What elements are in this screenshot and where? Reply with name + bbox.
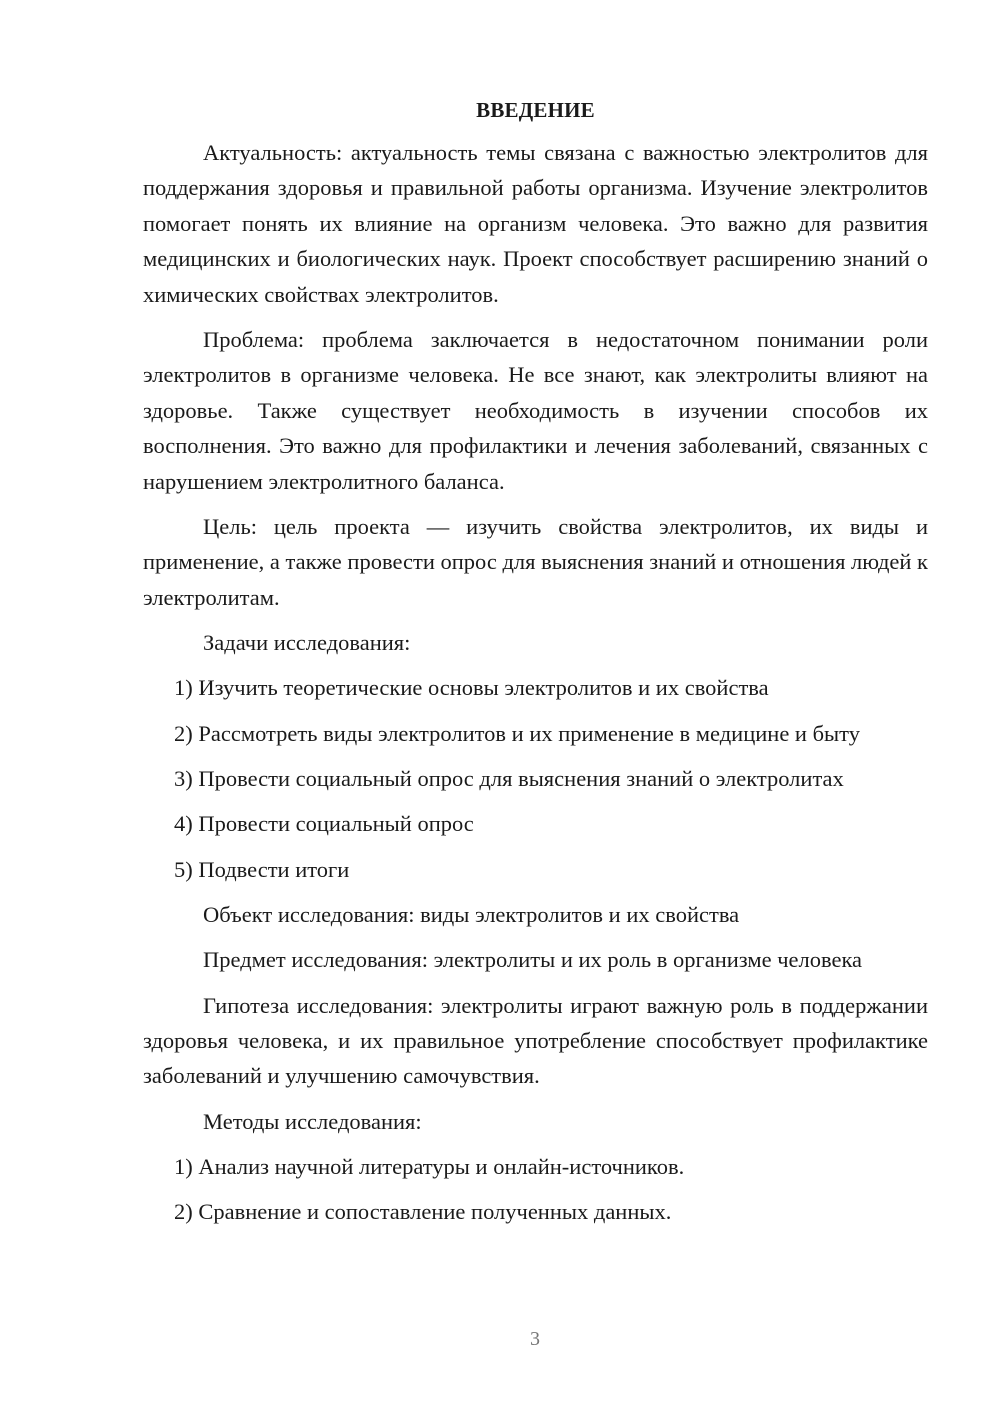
list-item: 1) Анализ научной литературы и онлайн-источников. [174, 1153, 685, 1179]
document-page [143, 93, 928, 1240]
list-item: 1) Изучить теоретические основы электролитов и их свойства [174, 675, 769, 701]
goal-paragraph: Цель: цель проекта — изучить свойства электролитов, их виды и применение, а также провести опрос для выяснения знаний и отношения людей к электролитам. [143, 514, 928, 610]
list-item: 2) Сравнение и сопоставление полученных данных. [174, 1199, 672, 1225]
problem-paragraph: Проблема: проблема заключается в недостаточном понимании роли электролитов в организме человека. Не все знают, как электролиты влияют на здоровье. Также существует необходимость в изучении способов их восполнения. Это важно для профилактики и лечения заболеваний, связанных с нарушением электролитного баланса. [143, 327, 928, 494]
relevance-paragraph: Актуальность: актуальность темы связана с важностью электролитов для поддержания здоровья и правильной работы организма. Изучение электролитов помогает понять их влияние на организм человека. Это важно для развития медицинских и биологических наук. Проект способствует расширению знаний о химических свойствах электролитов. [143, 140, 928, 307]
hypothesis-paragraph: Гипотеза исследования: электролиты играют важную роль в поддержании здоровья человека, и их правильное употребление способствует профилактике заболеваний и улучшению самочувствия. [143, 992, 928, 1089]
tasks-heading: Задачи исследования: [203, 630, 411, 656]
page-title: ВВЕДЕНИЕ [476, 98, 595, 122]
page-number: 3 [530, 1328, 540, 1350]
object-paragraph: Объект исследования: виды электролитов и их свойства [203, 902, 740, 928]
list-item: 5) Подвести итоги [174, 856, 350, 882]
methods-heading: Методы исследования: [203, 1108, 422, 1134]
subject-paragraph: Предмет исследования: электролиты и их роль в организме человека [203, 947, 863, 973]
list-item: 2) Рассмотреть виды электролитов и их применение в медицине и быту [174, 720, 860, 746]
methods-list [143, 1149, 928, 1229]
list-item: 4) Провести социальный опрос [174, 811, 474, 837]
tasks-list [143, 670, 928, 887]
list-item: 3) Провести социальный опрос для выяснения знаний о электролитах [174, 766, 844, 792]
